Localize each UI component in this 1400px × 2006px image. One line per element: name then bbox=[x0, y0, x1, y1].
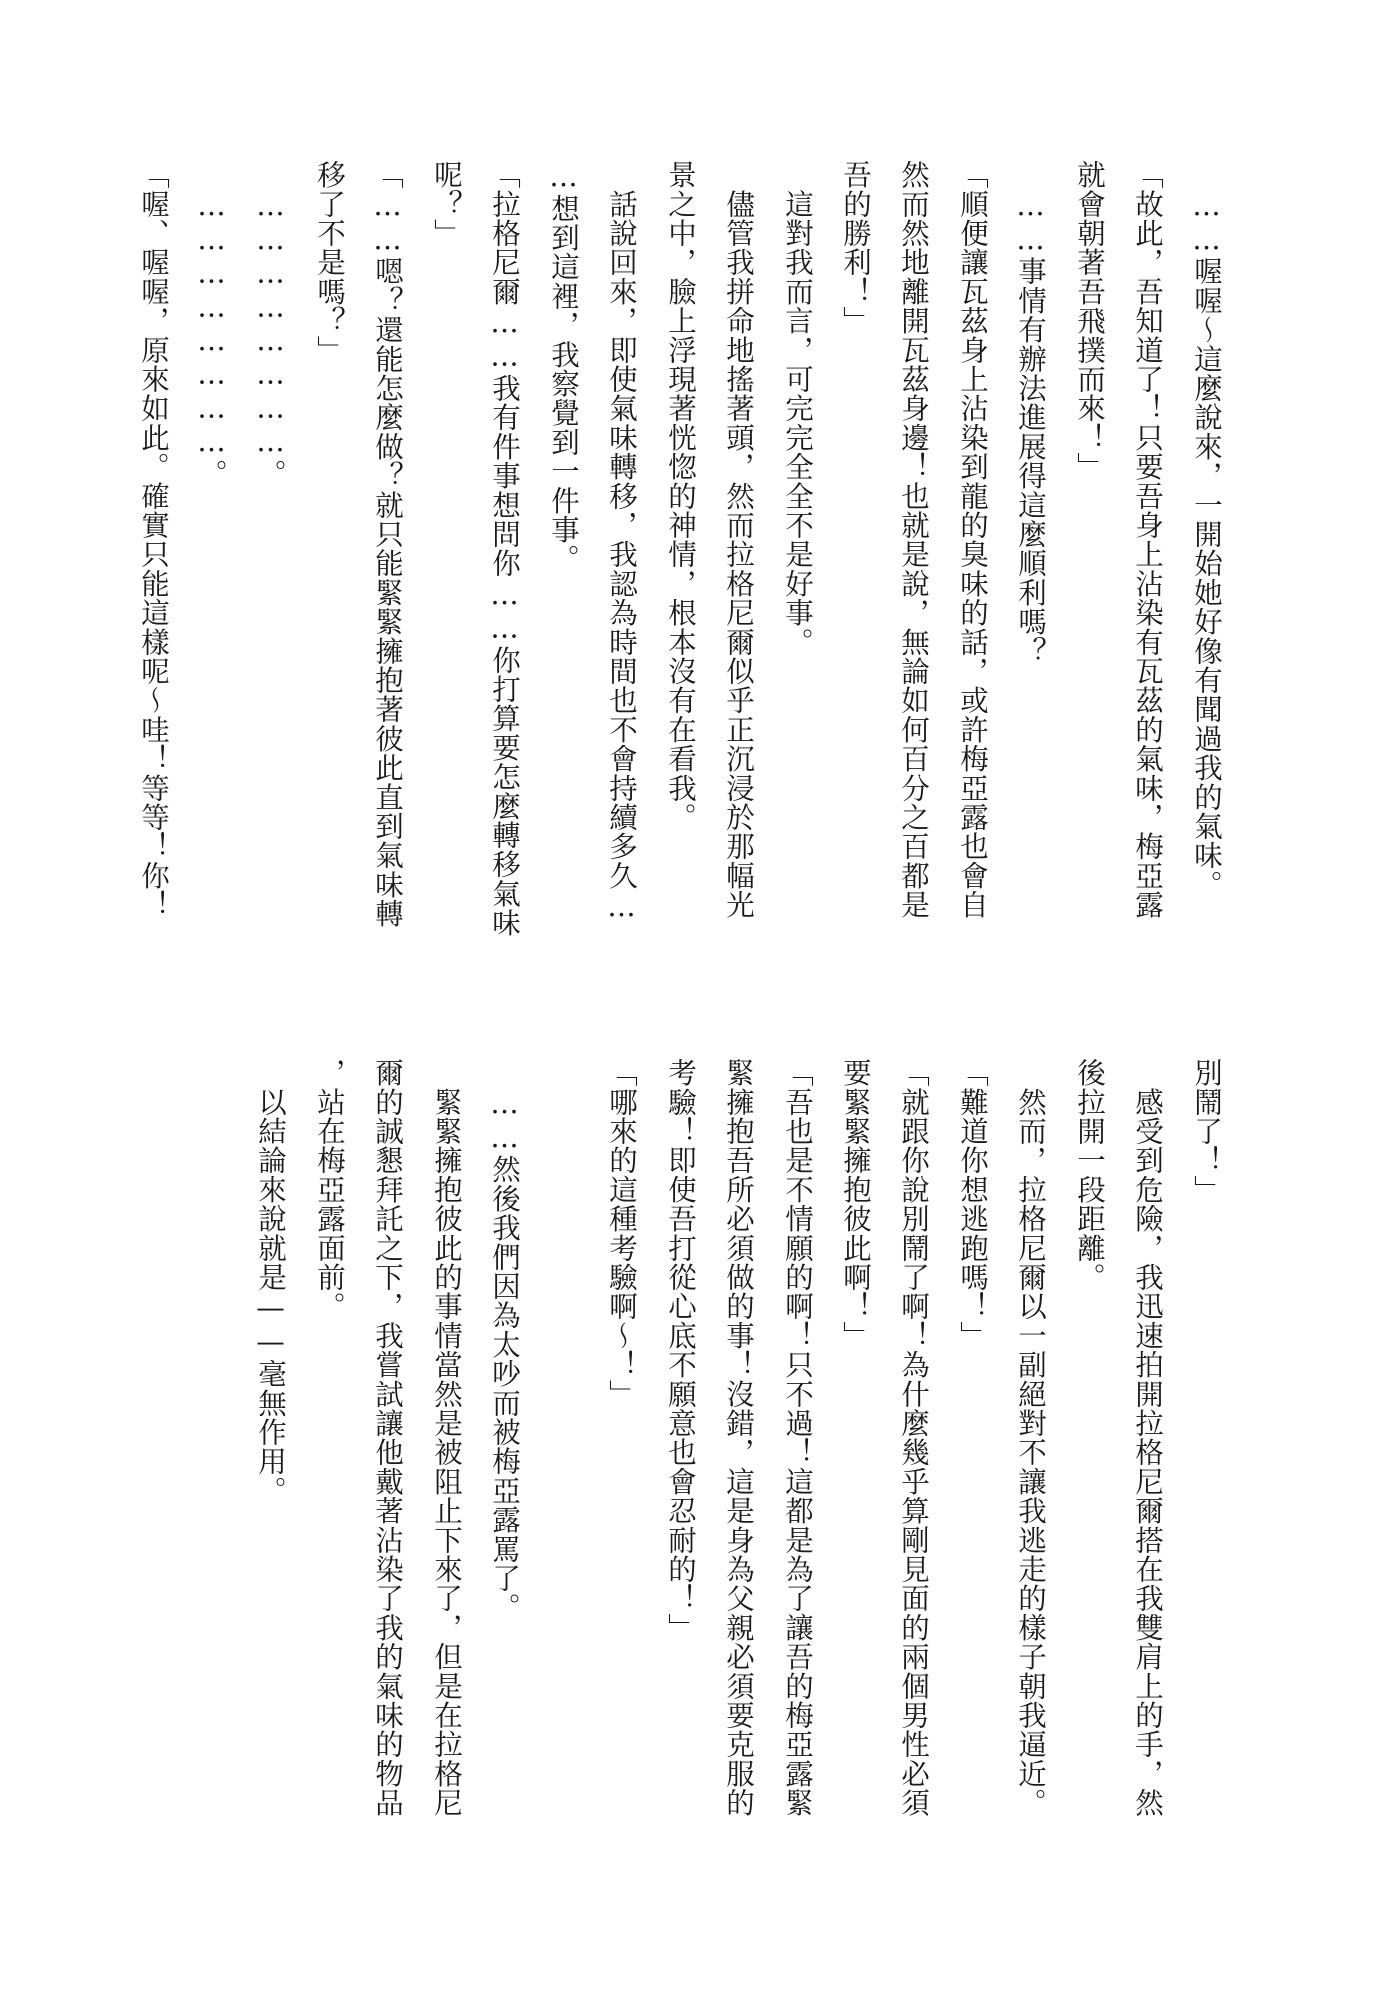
text-column: 「故此，吾知道了！只要吾身上沾染有瓦茲的氣味，梅亞露 bbox=[1131, 160, 1164, 920]
text-column: 「難道你想逃跑嗎！」 bbox=[956, 1058, 989, 1350]
text-column: 以結論來說就是——毫無作用。 bbox=[254, 1058, 287, 1505]
text-column: 感受到危險，我迅速拍開拉格尼爾搭在我雙肩上的手，然 bbox=[1131, 1058, 1164, 1818]
text-column: 要緊緊擁抱彼此啊！」 bbox=[839, 1058, 872, 1350]
text-column: 移了不是嗎？」 bbox=[313, 160, 346, 365]
text-column: 這對我而言，可完完全全不是好事。 bbox=[781, 160, 814, 657]
text-column: 考驗！即使吾打從心底不願意也會忍耐的！」 bbox=[664, 1058, 697, 1642]
text-column: ……然後我們因為太吵而被梅亞露罵了。 bbox=[488, 1058, 521, 1622]
text-column: 然而然地離開瓦茲身邊！也就是說，無論如何百分之百都是 bbox=[897, 160, 930, 920]
text-column: 緊擁抱吾所必須做的事！沒錯，這是身為父親必須要克服的 bbox=[722, 1058, 755, 1818]
text-column: 「……嗯？還能怎麼做？就只能緊緊擁抱著彼此直到氣味轉 bbox=[371, 160, 404, 929]
text-column: 緊緊擁抱彼此的事情當然是被阻止下來了，但是在拉格尼 bbox=[430, 1058, 463, 1818]
text-column: 「順便讓瓦茲身上沾染到龍的臭味的話，或許梅亞露也會自 bbox=[956, 160, 989, 920]
text-column: …想到這裡，我察覺到一件事。 bbox=[547, 160, 580, 574]
text-column: 話說回來，即使氣味轉移，我認為時間也不會持續多久… bbox=[605, 160, 638, 924]
text-column: ……喔喔～這麼說來，一開始她好像有聞過我的氣味。 bbox=[1190, 160, 1223, 899]
text-column: 然而，拉格尼爾以一副絕對不讓我逃走的樣子朝我逼近。 bbox=[1014, 1058, 1047, 1818]
text-column: 呢？」 bbox=[430, 160, 463, 248]
text-column: ……………………。 bbox=[195, 160, 228, 488]
text-column: 景之中，臉上浮現著恍惚的神情，根本沒有在看我。 bbox=[664, 160, 697, 832]
text-column: 「拉格尼爾……我有件事想問你……你打算要怎麼轉移氣味 bbox=[488, 160, 521, 938]
text-column: ，站在梅亞露面前。 bbox=[313, 1058, 346, 1321]
text-column: 爾的誠懇拜託之下，我嘗試讓他戴著沾染了我的氣味的物品 bbox=[371, 1058, 404, 1818]
text-column: 「哪來的這種考驗啊～！」 bbox=[605, 1058, 638, 1409]
text-column: 後拉開一段距離。 bbox=[1073, 1058, 1106, 1292]
top-text-block bbox=[137, 160, 1240, 960]
text-column: 「吾也是不情願的啊！只不過！這都是為了讓吾的梅亞露緊 bbox=[781, 1058, 814, 1818]
text-column: 吾的勝利！」 bbox=[839, 160, 872, 336]
text-column: 儘管我拼命地搖著頭，然而拉格尼爾似乎正沉浸於那幅光 bbox=[722, 160, 755, 920]
bottom-text-block bbox=[140, 1058, 1240, 1858]
text-column: 「喔、喔喔，原來如此。確實只能這樣呢～哇！等等！你！ bbox=[137, 160, 170, 920]
text-column: 「就跟你說別鬧了啊！為什麼幾乎算剛見面的兩個男性必須 bbox=[897, 1058, 930, 1818]
text-column: 別鬧了！」 bbox=[1190, 1058, 1223, 1204]
text-column: 就會朝著吾飛撲而來！」 bbox=[1073, 160, 1106, 482]
text-column: ……事情有辦法進展得這麼順利嗎？ bbox=[1014, 160, 1047, 666]
text-column: ……………………。 bbox=[254, 160, 287, 488]
